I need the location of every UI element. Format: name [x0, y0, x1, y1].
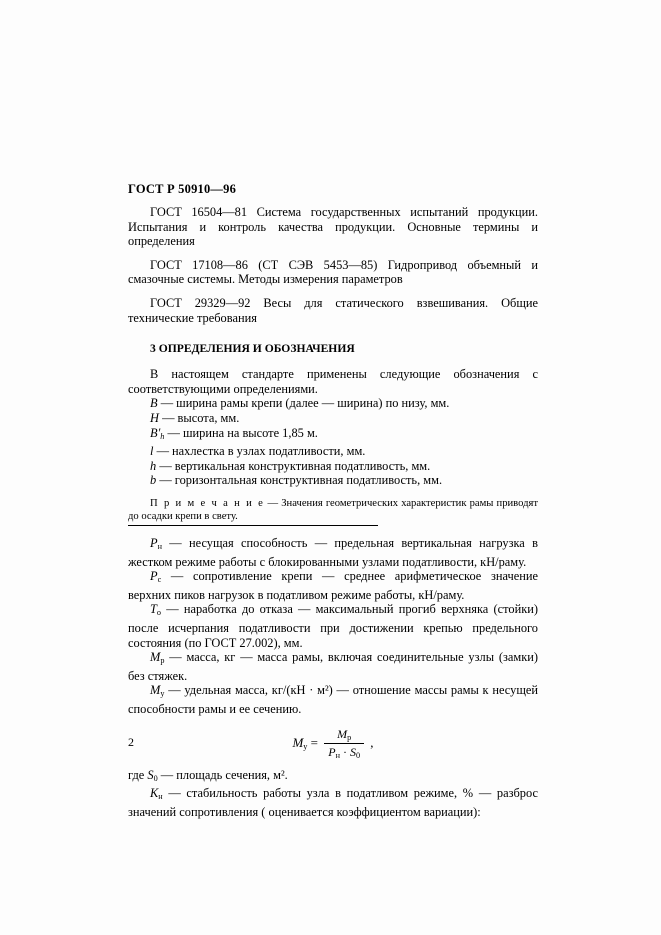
reference-text: ГОСТ 16504—81 Система государственных испытаний продукции. Испытания и контроль качества продукции. Основные термины и определения	[128, 205, 538, 249]
term-Pn	[128, 536, 538, 569]
section-intro: В настоящем стандарте применены следующие обозначения с соответствующими определениями.	[128, 367, 538, 396]
formula-note-prefix: где	[128, 767, 148, 782]
formula-note-symbol: S	[147, 767, 154, 782]
symbol-H: Н	[150, 410, 159, 425]
symbol-K: К	[150, 786, 159, 801]
term-My	[128, 683, 538, 716]
formula-numerator	[324, 727, 364, 744]
denominator-sub: н	[335, 750, 340, 760]
formula-note-text: — площадь сечения, м².	[160, 767, 288, 782]
definition-item-h	[128, 459, 538, 474]
document-header: ГОСТ Р 50910—96	[128, 182, 237, 196]
prime-mark: ′	[157, 425, 161, 440]
symbol-K-sub: н	[158, 792, 163, 802]
formula-note	[128, 768, 538, 787]
document-body	[128, 205, 538, 819]
term-text: — наработка до отказа — максимальный прогиб верхняка (стойки) после исчерпания податливости при достижении крепью предельного состояния (по ГОСТ 27.002), мм.	[128, 602, 538, 650]
denominator-dot: ·	[342, 744, 347, 759]
denominator-sub-2: 0	[355, 750, 361, 760]
symbol-M: М	[150, 683, 161, 698]
formula-lhs-sub: у	[303, 742, 308, 752]
page-number: 2	[128, 735, 134, 749]
definition-item-B	[128, 396, 538, 411]
note-label: П р и м е ч а н и е	[150, 497, 265, 509]
symbol-sub-h: h	[160, 431, 165, 441]
definition-text: — нахлестка в узлах податливости, мм.	[156, 444, 366, 459]
note-text: — Значения геометрических характеристик рамы приводят до осадки крепи в свету.	[128, 497, 538, 522]
reference-text: ГОСТ 29329—92 Весы для статического взвешивания. Общие технические требования	[128, 295, 538, 325]
term-text: — удельная масса, кг/(кН · м²) — отношение массы рамы к несущей способности рамы и ее сечению.	[128, 683, 538, 717]
term-text: — стабильность работы узла в податливом режиме, % — разброс значений сопротивления ( оценивается коэффициентом вариации):	[128, 786, 538, 819]
symbol-T: Т	[150, 602, 157, 617]
definition-text: — горизонтальная конструктивная податливость, мм.	[159, 473, 443, 488]
term-text: — сопротивление крепи — среднее арифметическое значение верхних пиков нагрузок в податливом режиме работы, кН/раму.	[128, 569, 538, 602]
term-To	[128, 602, 538, 650]
symbol-l: l	[150, 444, 154, 459]
note-block	[128, 498, 538, 526]
formula-equals: =	[310, 735, 318, 751]
definition-item-l	[128, 444, 538, 459]
formula-comma: ,	[370, 735, 374, 751]
definition-item-Bh	[128, 426, 538, 445]
denominator-symbol: Р	[328, 744, 336, 759]
denominator-symbol-2: S	[349, 744, 356, 759]
term-Kn	[128, 786, 538, 819]
reference-standard-3	[128, 296, 538, 325]
symbol-b: b	[150, 473, 157, 488]
symbol-M-sub: р	[160, 656, 165, 666]
formula-My	[128, 727, 538, 760]
term-text: — несущая способность — предельная вертикальная нагрузка в жестком режиме работы с блокированными узлами податливости, кН/раму.	[128, 536, 538, 569]
definition-text: — высота, мм.	[162, 410, 240, 425]
symbol-T-sub: о	[156, 608, 161, 618]
formula-lhs-symbol: М	[292, 735, 304, 751]
formula-note-sub: 0	[153, 773, 158, 783]
formula-fraction	[324, 727, 364, 760]
term-Pc	[128, 569, 538, 602]
symbol-h: h	[150, 458, 157, 473]
note-divider	[128, 525, 378, 526]
term-Mp	[128, 650, 538, 683]
definition-text: — ширина на высоте 1,85 м.	[167, 425, 318, 440]
reference-standard-1	[128, 205, 538, 249]
definition-item-b	[128, 473, 538, 488]
symbol-P-sub: н	[157, 542, 162, 552]
section-heading: 3 ОПРЕДЕЛЕНИЯ И ОБОЗНАЧЕНИЯ	[150, 342, 355, 356]
numerator-sub: р	[347, 732, 352, 742]
formula-denominator	[324, 744, 364, 760]
definition-text: — ширина рамы крепи (далее — ширина) по низу, мм.	[160, 396, 450, 411]
numerator-symbol: М	[337, 726, 348, 741]
formula-lhs	[292, 735, 318, 751]
symbol-P: Р	[150, 536, 158, 551]
reference-standard-2	[128, 258, 538, 287]
symbol-P: Р	[150, 569, 158, 584]
symbol-M-sub: у	[160, 689, 165, 699]
symbol-M: М	[150, 650, 161, 665]
term-text: — масса, кг — масса рамы, включая соединительные узлы (замки) без стяжек.	[128, 650, 538, 683]
symbol-P-sub: с	[157, 575, 162, 585]
definition-text: — вертикальная конструктивная податливость, мм.	[159, 458, 431, 473]
definition-item-H	[128, 411, 538, 426]
symbol-B-prime: В	[150, 425, 158, 440]
symbol-B: В	[150, 396, 158, 411]
reference-text: ГОСТ 17108—86 (СТ СЭВ 5453—85) Гидропривод объемный и смазочные системы. Методы измерения параметров	[128, 257, 538, 287]
